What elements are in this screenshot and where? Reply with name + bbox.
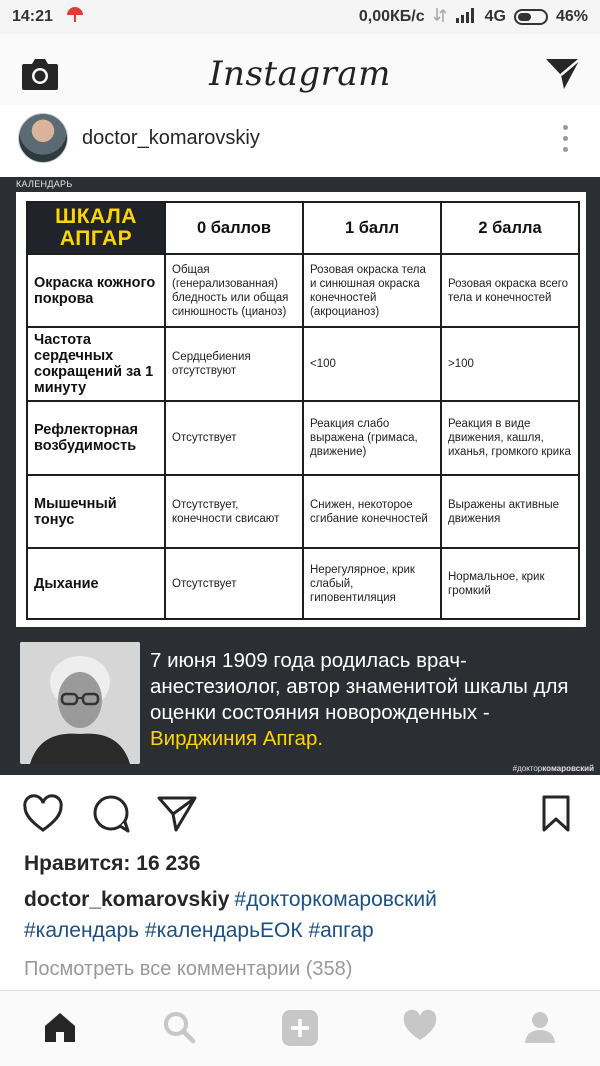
table-cell: Нормальное, крик громкий — [441, 548, 579, 619]
table-cell: Выражены активные движения — [441, 475, 579, 548]
column-header: 2 балла — [441, 202, 579, 254]
table-cell: Общая (генерализованная) бледность или общая синюшность (цианоз) — [165, 254, 303, 327]
add-icon[interactable] — [281, 1009, 319, 1052]
watermark-bold: комаровский — [542, 764, 594, 773]
data-arrows-icon — [433, 6, 447, 29]
direct-message-icon[interactable] — [544, 56, 582, 97]
bio-text — [150, 648, 590, 752]
home-icon[interactable] — [42, 1009, 78, 1050]
avatar[interactable] — [18, 113, 68, 163]
apgar-table-card — [16, 192, 586, 627]
network-type: 4G — [484, 8, 506, 25]
table-cell: Нерегулярное, крик слабый, гиповентиляция — [303, 548, 441, 619]
hashtag-link[interactable]: #календарьЕОК — [144, 919, 303, 942]
table-cell: Сердцебиения отсутствуют — [165, 327, 303, 401]
comment-icon[interactable] — [90, 794, 132, 839]
table-cell: Реакция слабо выражена (гримаса, движение) — [303, 401, 441, 475]
more-options-icon[interactable] — [563, 125, 582, 152]
search-icon[interactable] — [161, 1009, 197, 1050]
watermark — [513, 764, 594, 773]
bio-highlight: Вирджиния Апгар. — [150, 727, 324, 750]
apgar-table — [26, 201, 580, 620]
table-cell: Розовая окраска всего тела и конечностей — [441, 254, 579, 327]
row-header: Мышечный тонус — [27, 475, 165, 548]
bio-block — [20, 642, 580, 764]
portrait-image — [20, 642, 140, 764]
table-cell: Снижен, некоторое сгибание конечностей — [303, 475, 441, 548]
table-cell: Отсутствует, конечности свисают — [165, 475, 303, 548]
table-title-line2: АПГАР — [59, 227, 133, 250]
row-header: Окраска кожного покрова — [27, 254, 165, 327]
row-header: Рефлекторная возбудимость — [27, 401, 165, 475]
bookmark-icon[interactable] — [540, 794, 572, 839]
table-cell: Реакция в виде движения, кашля, иханья, громкого крика — [441, 401, 579, 475]
table-row — [27, 327, 579, 401]
post-header — [0, 105, 600, 171]
view-comments-link[interactable]: Посмотреть все комментарии (358) — [24, 958, 353, 980]
post-username[interactable]: doctor_komarovskiy — [82, 126, 260, 149]
action-bar — [0, 790, 600, 840]
hashtag-link[interactable]: #докторкомаровский — [234, 888, 437, 911]
battery-percent: 46% — [555, 8, 588, 25]
umbrella-icon — [65, 5, 85, 30]
status-time: 14:21 — [12, 8, 53, 25]
table-row — [27, 254, 579, 327]
net-speed: 0,00КБ/с — [358, 8, 425, 25]
hashtag-link[interactable]: #апгар — [308, 919, 374, 942]
table-cell: Розовая окраска тела и синюшная окраска конечностей (акроцианоз) — [303, 254, 441, 327]
table-row — [27, 475, 579, 548]
camera-icon[interactable] — [20, 56, 60, 97]
table-cell: >100 — [441, 327, 579, 401]
battery-icon — [514, 9, 548, 25]
table-row — [27, 548, 579, 619]
table-cell: <100 — [303, 327, 441, 401]
table-cell: Отсутствует — [165, 401, 303, 475]
caption — [24, 884, 584, 946]
bottom-nav — [0, 990, 600, 1066]
column-header: 1 балл — [303, 202, 441, 254]
table-title-line1: ШКАЛА — [55, 205, 137, 228]
profile-icon[interactable] — [522, 1009, 558, 1050]
column-header: 0 баллов — [165, 202, 303, 254]
table-title — [27, 202, 165, 254]
heart-icon[interactable] — [402, 1009, 438, 1048]
hashtag-link[interactable]: #календарь — [24, 919, 140, 942]
app-logo: Instagram — [209, 53, 391, 94]
watermark-prefix: #доктор — [512, 764, 543, 773]
share-icon[interactable] — [156, 794, 198, 839]
table-row — [27, 401, 579, 475]
bio-text-main: 7 июня 1909 года родилась врач-анестезиолог, автор знаменитой шкалы для оценки состояния новорожденных - — [150, 649, 569, 724]
row-header: Дыхание — [27, 548, 165, 619]
caption-username[interactable]: doctor_komarovskiy — [24, 888, 230, 911]
like-count[interactable]: Нравится: 16 236 — [24, 852, 201, 875]
status-bar — [0, 0, 600, 34]
signal-icon — [455, 7, 477, 28]
like-heart-icon[interactable] — [22, 794, 64, 839]
row-header: Частота сердечных сокращений за 1 минуту — [27, 327, 165, 401]
table-cell: Отсутствует — [165, 548, 303, 619]
calendar-tag: КАЛЕНДАРЬ — [16, 179, 73, 189]
post-image[interactable] — [0, 177, 600, 775]
app-header — [0, 34, 600, 114]
